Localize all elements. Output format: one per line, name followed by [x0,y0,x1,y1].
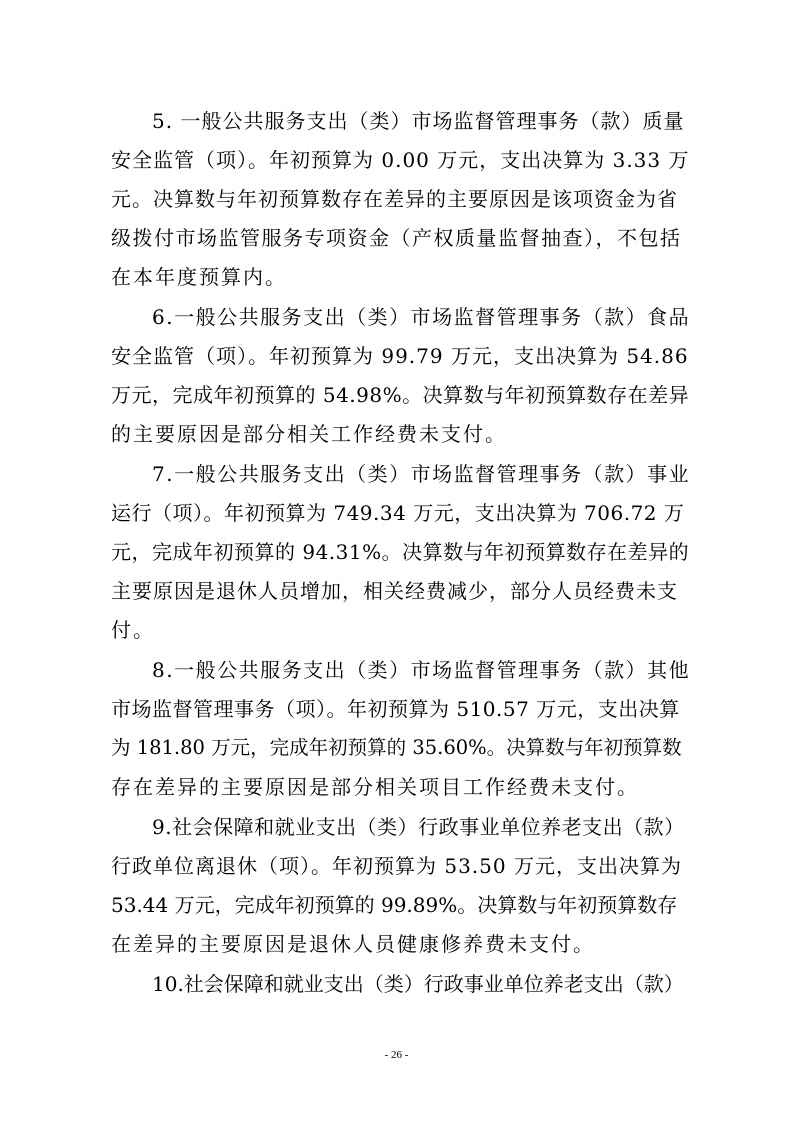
paragraph-5-line-2: 安全监管（项）。年初预算为 0.00 万元，支出决算为 3.33 万 [111,148,690,172]
paragraph-6-line-1: 6.一般公共服务支出（类）市场监督管理事务（款）食品 [152,305,691,329]
paragraph-5-line-4: 级拨付市场监管服务专项资金（产权质量监督抽查），不包括 [111,226,682,250]
paragraph-10-line-1: 10.社会保障和就业支出（类）行政事业单位养老支出（款） [152,972,684,996]
paragraph-7-line-1: 7.一般公共服务支出（类）市场监督管理事务（款）事业 [152,462,691,486]
paragraph-9-line-1: 9.社会保障和就业支出（类）行政事业单位养老支出（款） [152,815,685,839]
paragraph-7-line-3: 元，完成年初预算的 94.31%。决算数与年初预算数存在差异的 [111,540,690,564]
paragraph-7-line-2: 运行（项）。年初预算为 749.34 万元，支出决算为 706.72 万 [111,501,685,525]
paragraph-8-line-1: 8.一般公共服务支出（类）市场监督管理事务（款）其他 [152,658,691,682]
paragraph-8-line-2: 市场监督管理事务（项）。年初预算为 510.57 万元，支出决算 [111,697,680,721]
paragraph-6-line-3: 万元，完成年初预算的 54.98%。决算数与年初预算数存在差异 [111,383,690,407]
page-number: - 26 - [384,1049,409,1061]
paragraph-5-line-1: 5. 一般公共服务支出（类）市场监督管理事务（款）质量 [152,109,685,133]
paragraph-9-line-4: 在差异的主要原因是退休人员健康修养费未支付。 [111,932,595,956]
paragraph-9-line-3: 53.44 万元，完成年初预算的 99.89%。决算数与年初预算数存 [111,893,678,917]
paragraph-7-line-4: 主要原因是退休人员增加，相关经费减少，部分人员经费未支 [111,579,678,603]
paragraph-5-line-5: 在本年度预算内。 [111,265,287,289]
paragraph-5-line-3: 元。决算数与年初预算数存在差异的主要原因是该项资金为省 [111,187,678,211]
paragraph-6-line-4: 的主要原因是部分相关工作经费未支付。 [111,422,507,446]
paragraph-7-line-5: 付。 [111,618,155,642]
paragraph-8-line-3: 为 181.80 万元，完成年初预算的 35.60%。决算数与年初预算数 [111,736,682,759]
paragraph-6-line-2: 安全监管（项）。年初预算为 99.79 万元，支出决算为 54.86 [111,344,689,368]
paragraph-8-line-4: 存在差异的主要原因是部分相关项目工作经费未支付。 [111,775,639,799]
paragraph-9-line-2: 行政单位离退休（项）。年初预算为 53.50 万元，支出决算为 [111,854,682,878]
